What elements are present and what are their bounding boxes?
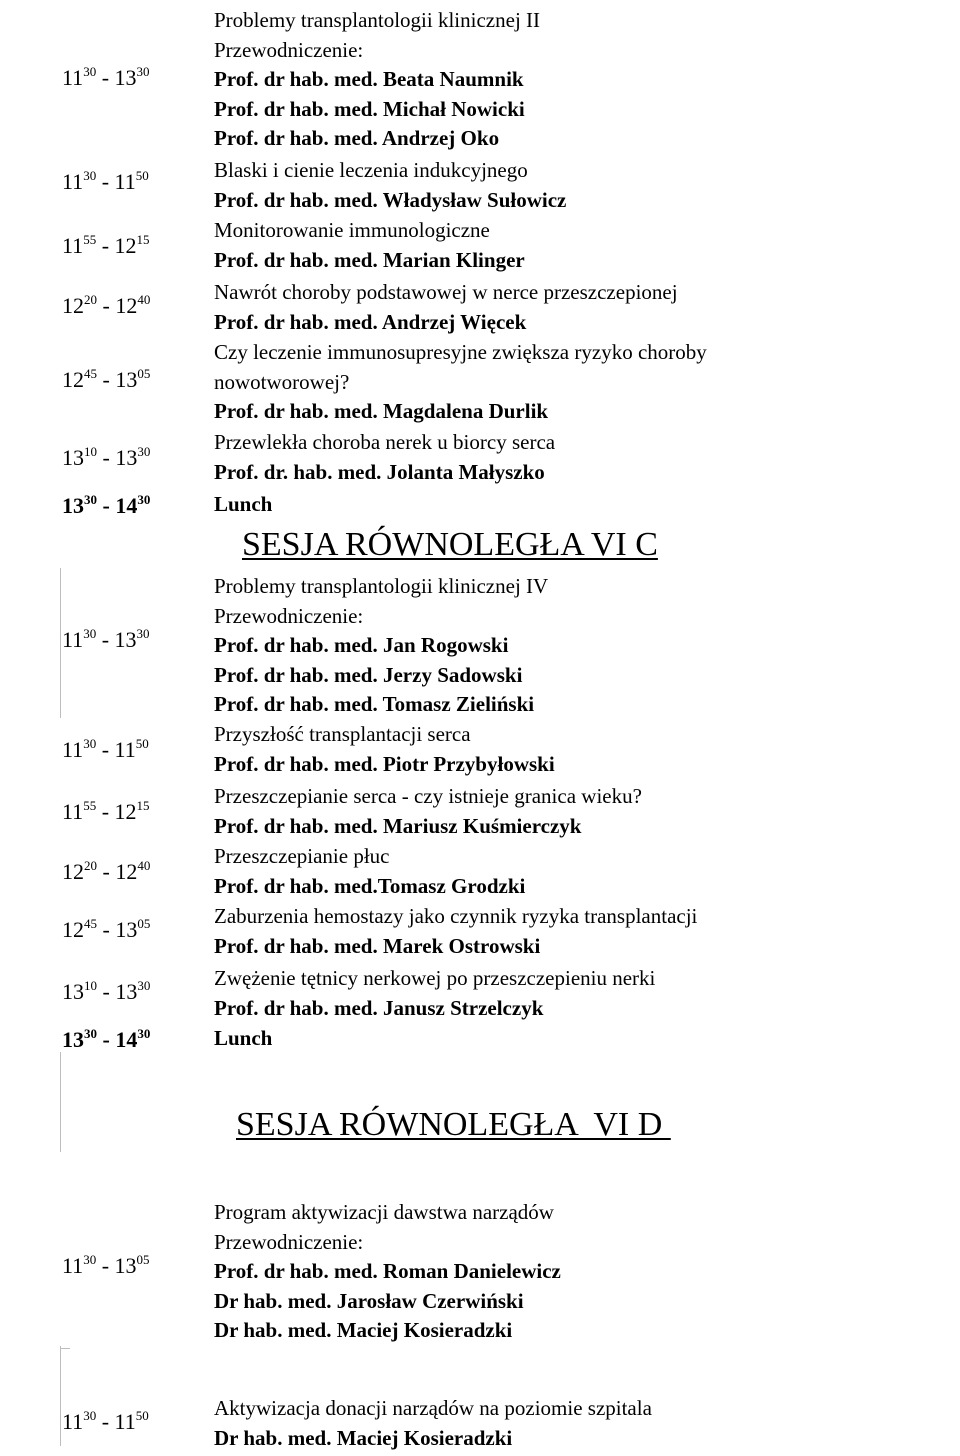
time-range: $12^{20} - 12^{40}$ (62, 858, 151, 884)
chair-name: Prof. dr hab. med. Jerzy Sadowski (214, 662, 523, 687)
talk-title-continued: nowotworowej? (214, 369, 350, 394)
talk-speaker: Prof. dr hab. med. Marian Klinger (214, 247, 525, 272)
time-range: $11^{30} - 11^{50}$ (62, 168, 149, 194)
talk-speaker: Prof. dr. hab. med. Jolanta Małyszko (214, 459, 545, 484)
session-heading: SESJA RÓWNOLEGŁA VI C (242, 526, 658, 563)
time-range: $11^{30} - 13^{30}$ (62, 64, 150, 90)
talk-speaker: Prof. dr hab. med. Marek Ostrowski (214, 933, 541, 958)
chair-name: Prof. dr hab. med. Beata Naumnik (214, 67, 524, 91)
divider (60, 1052, 61, 1152)
lunch-label: Lunch (214, 492, 273, 516)
divider (60, 1348, 70, 1349)
chair-label: Przewodniczenie: (214, 37, 364, 62)
talk-title: Przewlekła choroba nerek u biorcy serca (214, 430, 556, 454)
time-range: $13^{10} - 13^{30}$ (62, 978, 151, 1004)
session-heading: SESJA RÓWNOLEGŁA VI D (236, 1106, 671, 1143)
chair-name: Dr hab. med. Maciej Kosieradzki (214, 1318, 513, 1342)
chair-label: Przewodniczenie: (214, 603, 364, 628)
chair-name: Prof. dr hab. med. Andrzej Oko (214, 126, 500, 150)
chair-name: Prof. dr hab. med. Roman Danielewicz (214, 1259, 561, 1283)
session-title: Program aktywizacji dawstwa narządów (214, 1200, 554, 1224)
time-range: $11^{30} - 13^{05}$ (62, 1252, 150, 1278)
talk-speaker: Prof. dr hab. med. Andrzej Więcek (214, 309, 527, 334)
talk-title: Zwężenie tętnicy nerkowej po przeszczepieniu nerki (214, 966, 656, 990)
talk-speaker: Prof. dr hab. med. Władysław Sułowicz (214, 187, 567, 212)
time-range: $12^{45} - 13^{05}$ (62, 366, 151, 392)
chair-name: Prof. dr hab. med. Jan Rogowski (214, 633, 509, 657)
time-range: $12^{20} - 12^{40}$ (62, 292, 151, 318)
time-range: $13^{30} - 14^{30}$ (62, 492, 151, 518)
time-range: $11^{30} - 13^{30}$ (62, 626, 150, 652)
talk-speaker: Prof. dr hab. med. Magdalena Durlik (214, 399, 549, 423)
talk-title: Monitorowanie immunologiczne (214, 218, 490, 242)
time-range: $11^{55} - 12^{15}$ (62, 232, 150, 258)
chair-name: Dr hab. med. Jarosław Czerwiński (214, 1288, 524, 1313)
talk-title: Przeszczepianie płuc (214, 844, 390, 868)
talk-speaker: Prof. dr hab. med.Tomasz Grodzki (214, 873, 526, 898)
talk-speaker: Prof. dr hab. med. Janusz Strzelczyk (214, 995, 544, 1020)
time-range: $11^{30} - 11^{50}$ (62, 736, 149, 762)
time-range: $13^{30} - 14^{30}$ (62, 1026, 151, 1052)
talk-title: Przyszłość transplantacji serca (214, 722, 471, 746)
chair-label: Przewodniczenie: (214, 1229, 364, 1254)
talk-title: Blaski i cienie leczenia indukcyjnego (214, 158, 528, 182)
talk-speaker: Prof. dr hab. med. Piotr Przybyłowski (214, 751, 555, 776)
time-range: $13^{10} - 13^{30}$ (62, 444, 151, 470)
chair-name: Prof. dr hab. med. Michał Nowicki (214, 96, 525, 121)
chair-name: Prof. dr hab. med. Tomasz Zieliński (214, 692, 535, 716)
talk-speaker: Dr hab. med. Maciej Kosieradzki (214, 1425, 513, 1450)
divider (60, 568, 61, 718)
talk-title: Czy leczenie immunosupresyjne zwiększa ryzyko choroby (214, 340, 707, 364)
lunch-label: Lunch (214, 1026, 273, 1050)
talk-title: Zaburzenia hemostazy jako czynnik ryzyka transplantacji (214, 904, 698, 928)
session-title: Problemy transplantologii klinicznej IV (214, 574, 549, 598)
talk-speaker: Prof. dr hab. med. Mariusz Kuśmierczyk (214, 813, 582, 838)
talk-title: Aktywizacja donacji narządów na poziomie szpitala (214, 1396, 652, 1420)
divider (60, 1346, 61, 1446)
talk-title: Przeszczepianie serca - czy istnieje granica wieku? (214, 784, 642, 808)
time-range: $12^{45} - 13^{05}$ (62, 916, 151, 942)
talk-title: Nawrót choroby podstawowej w nerce przeszczepionej (214, 280, 678, 304)
time-range: $11^{55} - 12^{15}$ (62, 798, 150, 824)
session-title: Problemy transplantologii klinicznej II (214, 8, 541, 32)
time-range: $11^{30} - 11^{50}$ (62, 1408, 149, 1434)
session-lines (214, 6, 540, 154)
